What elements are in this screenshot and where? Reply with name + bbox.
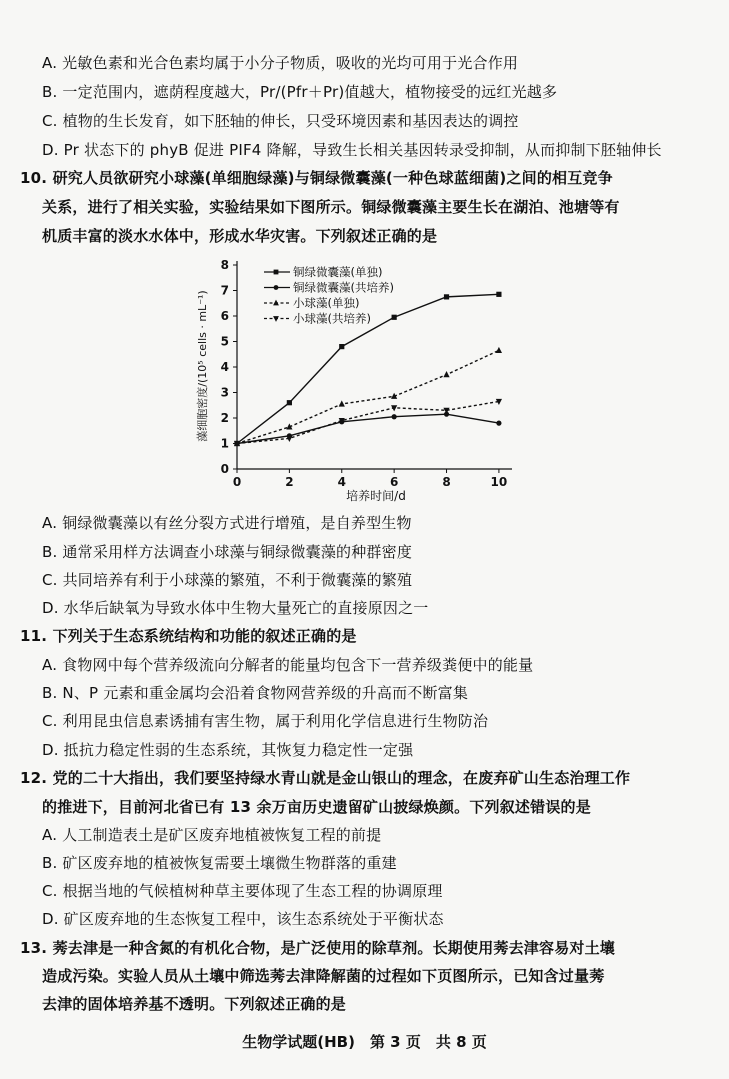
q12-option-d: D. 矿区废弃地的生态恢复工程中，该生态系统处于平衡状态: [42, 910, 444, 928]
legend-label: 铜绿微囊藻(共培养): [293, 280, 394, 295]
q11-stem: 11. 下列关于生态系统结构和功能的叙述正确的是: [20, 627, 357, 645]
x-tick-label: 2: [285, 475, 294, 489]
data-point-square: [496, 292, 501, 297]
data-point-square: [444, 294, 449, 299]
data-point-circle: [392, 414, 397, 419]
y-tick-label: 1: [220, 436, 229, 451]
q13-stem-line-1: 13. 莠去津是一种含氮的有机化合物，是广泛使用的除草剂。长期使用莠去津容易对土壤: [20, 939, 615, 957]
q9-option-d: D. Pr 状态下的 phyB 促进 PIF4 降解，导致生长相关基因转录受抑制，从而抑制下胚轴伸长: [42, 141, 662, 159]
series-2: [234, 412, 501, 447]
q10-stem-line-1: 10. 研究人员欲研究小球藻(单细胞绿藻)与铜绿微囊藻(一种色球蓝细菌)之间的相互竞争: [20, 169, 613, 187]
q12-stem-line-1: 12. 党的二十大指出，我们要坚持绿水青山就是金山银山的理念，在废弃矿山生态治理工作: [20, 769, 631, 787]
data-point-triangle-down: [273, 316, 279, 322]
q9-option-b: B. 一定范围内，遮荫程度越大，Pr/(Pfr＋Pr)值越大，植物接受的远红光越多: [42, 83, 558, 101]
chart-x-axis-label: 培养时间/d: [346, 489, 406, 502]
legend-entry: [264, 296, 359, 310]
legend-entry: [264, 281, 394, 295]
algae-density-chart: [190, 252, 530, 502]
data-point-square: [392, 315, 397, 320]
q11-option-a: A. 食物网中每个营养级流向分解者的能量均包含下一营养级粪便中的能量: [42, 656, 534, 674]
series-4: [234, 399, 502, 447]
data-point-circle: [274, 285, 279, 290]
q12-option-b: B. 矿区废弃地的植被恢复需要土壤微生物群落的重建: [42, 854, 397, 872]
page-footer: 生物学试题(HB) 第 3 页 共 8 页: [242, 1033, 487, 1051]
x-tick-label: 6: [389, 475, 399, 489]
q11-option-c: C. 利用昆虫信息素诱捕有害生物，属于利用化学信息进行生物防治: [42, 712, 489, 730]
q10-option-a: A. 铜绿微囊藻以有丝分裂方式进行增殖，是自养型生物: [42, 514, 412, 532]
x-tick-label: 4: [337, 475, 346, 489]
x-tick-label: 10: [490, 475, 508, 489]
legend-entry: [264, 265, 382, 279]
data-point-square: [274, 270, 279, 275]
data-point-square: [287, 400, 292, 405]
q12-stem-line-2: 的推进下，目前河北省已有 13 余万亩历史遗留矿山披绿焕颜。下列叙述错误的是: [42, 798, 591, 816]
y-tick-label: 3: [220, 385, 229, 400]
y-tick-label: 2: [220, 411, 229, 425]
q11-option-d: D. 抵抗力稳定性弱的生态系统，其恢复力稳定性一定强: [42, 741, 414, 759]
series-line: [237, 350, 499, 443]
legend-entry: [264, 312, 371, 326]
q12-option-a: A. 人工制造表土是矿区废弃地植被恢复工程的前提: [42, 826, 382, 844]
legend-label: 小球藻(共培养): [293, 311, 371, 326]
x-tick-label: 0: [232, 475, 242, 489]
q10-stem-line-3: 机质丰富的淡水水体中，形成水华灾害。下列叙述正确的是: [42, 227, 438, 245]
chart-y-axis-label: 藻细胞密度/(10⁵ cells · mL⁻¹): [196, 290, 209, 442]
q11-option-b: B. N、P 元素和重金属均会沿着食物网营养级的升高而不断富集: [42, 684, 469, 702]
y-tick-label: 0: [220, 462, 229, 476]
data-point-square: [339, 344, 344, 349]
series-3: [234, 347, 502, 446]
q10-option-c: C. 共同培养有利于小球藻的繁殖，不利于微囊藻的繁殖: [42, 571, 413, 589]
q12-option-c: C. 根据当地的气候植树种草主要体现了生态工程的协调原理: [42, 882, 443, 900]
q13-stem-line-3: 去津的固体培养基不透明。下列叙述正确的是: [42, 995, 347, 1013]
legend-label: 小球藻(单独): [293, 296, 360, 310]
q10-option-b: B. 通常采用样方法调查小球藻与铜绿微囊藻的种群密度: [42, 543, 413, 561]
q13-stem-line-2: 造成污染。实验人员从土壤中筛选莠去津降解菌的过程如下页图所示，已知含过量莠: [42, 967, 605, 985]
y-tick-label: 5: [220, 334, 229, 349]
data-point-triangle-up: [443, 371, 449, 377]
data-point-triangle-up: [339, 400, 345, 406]
y-tick-label: 7: [220, 283, 229, 298]
data-point-triangle-up: [496, 347, 502, 353]
y-tick-label: 8: [220, 258, 229, 272]
q10-option-d: D. 水华后缺氧为导致水体中生物大量死亡的直接原因之一: [42, 599, 429, 617]
data-point-triangle-up: [273, 300, 279, 306]
y-tick-label: 6: [220, 309, 229, 323]
q9-option-a: A. 光敏色素和光合色素均属于小分子物质，吸收的光均可用于光合作用: [42, 54, 519, 72]
q9-option-c: C. 植物的生长发育，如下胚轴的伸长，只受环境因素和基因表达的调控: [42, 112, 519, 130]
data-point-circle: [496, 421, 501, 426]
legend-label: 铜绿微囊藻(单独): [293, 265, 383, 279]
q10-stem-line-2: 关系，进行了相关实验，实验结果如下图所示。铜绿微囊藻主要生长在湖泊、池塘等有: [42, 198, 620, 216]
y-tick-label: 4: [220, 360, 229, 374]
chart-legend: [264, 265, 394, 326]
x-tick-label: 8: [442, 475, 451, 489]
